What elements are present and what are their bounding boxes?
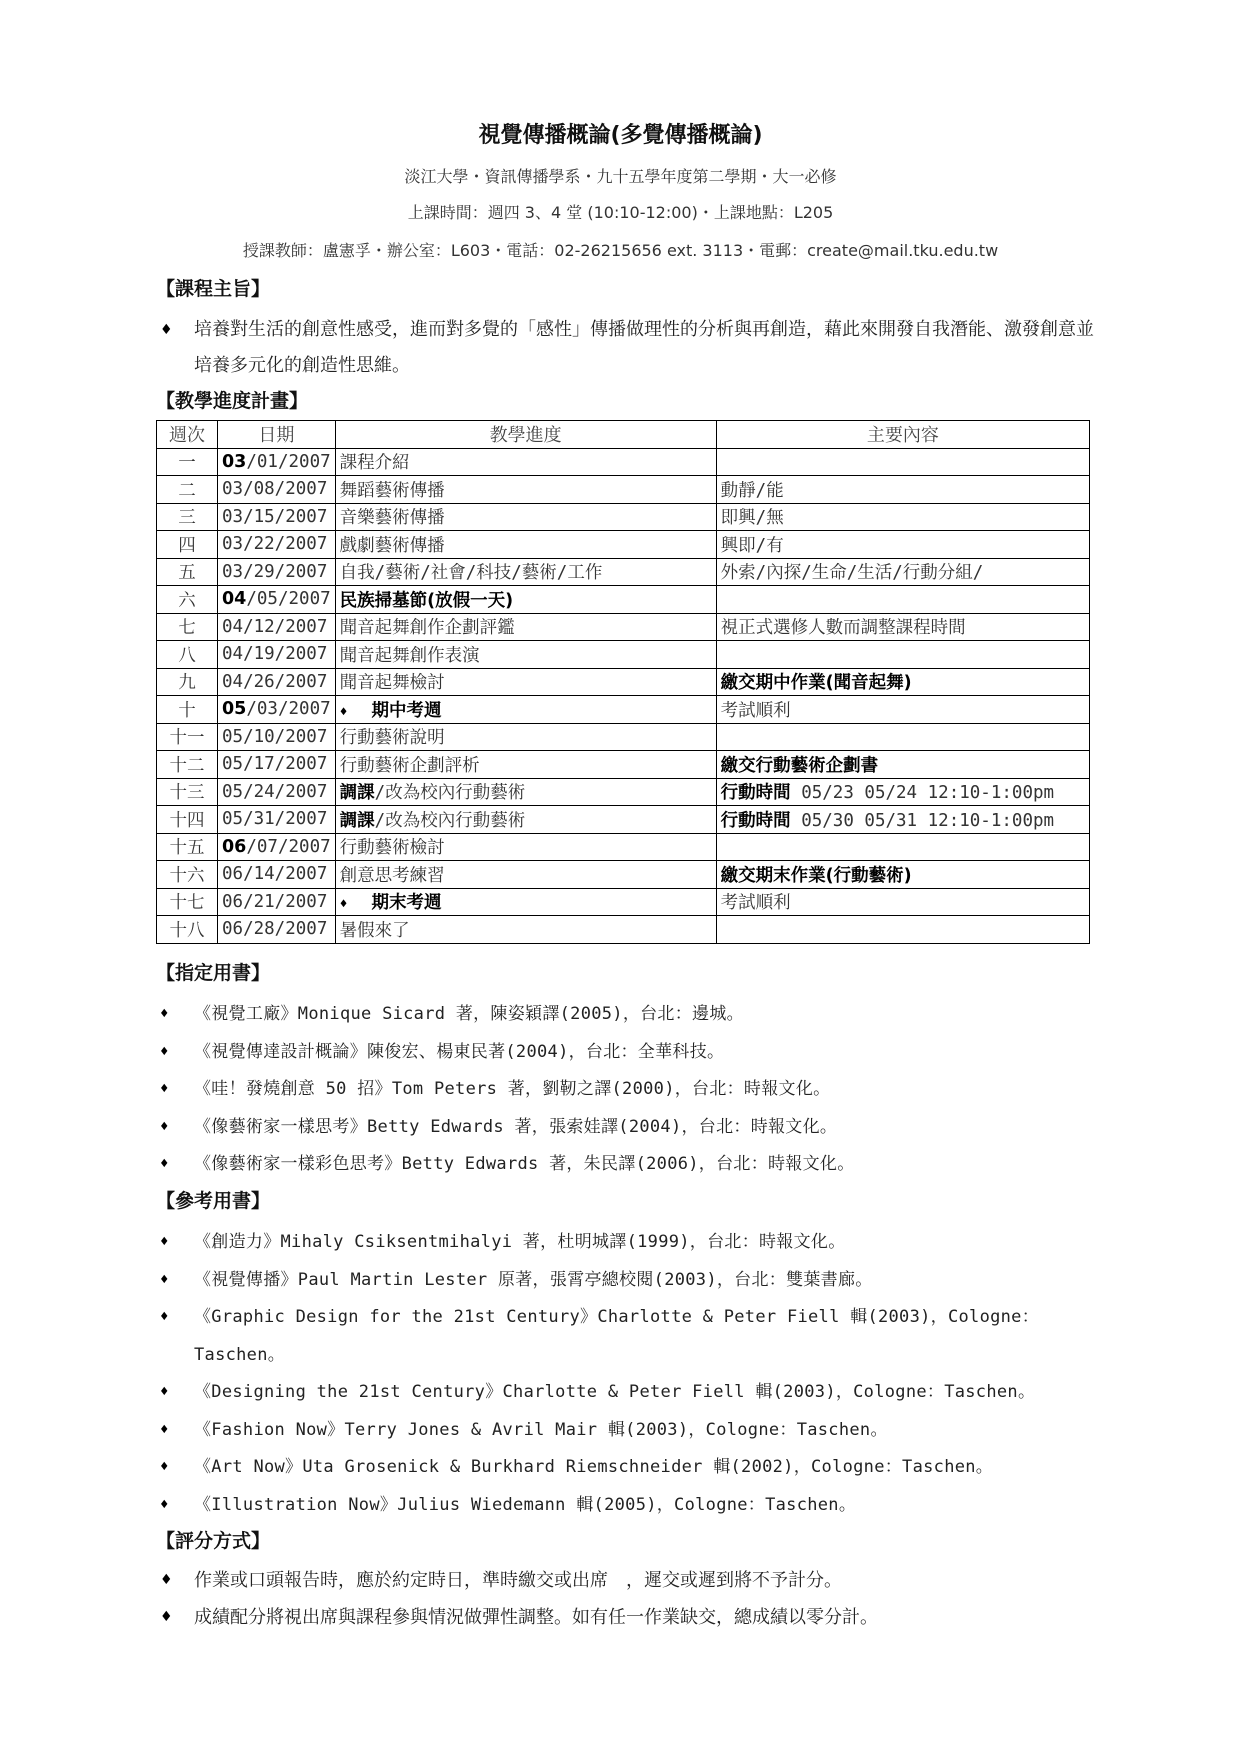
- progress-text: 戲劇藝術傳播: [339, 535, 445, 556]
- required-book-item-text: 《哇！發燒創意 50 招》Tom Peters 著，劉靭之譯(2000)，台北：時報文化。: [194, 1079, 831, 1099]
- date-text: 04/19/2007: [222, 644, 328, 665]
- progress-cell: [335, 806, 716, 834]
- column-header-week: 週次: [157, 421, 218, 449]
- content-cell: [716, 778, 1089, 806]
- progress-bold-text: 期末考週: [371, 893, 442, 914]
- reference-book-item-text: 《Fashion Now》Terry Jones & Avril Mair 輯(2003)，Cologne：Taschen。: [194, 1419, 888, 1440]
- content-bold-text: 行動時間: [720, 783, 791, 804]
- reference-book-item: [158, 1374, 1098, 1412]
- diamond-bullet-icon: ♦: [160, 322, 173, 338]
- progress-cell: [335, 558, 716, 586]
- reference-book-item: [158, 1224, 1098, 1262]
- content-text: 即興/無: [720, 508, 784, 529]
- progress-cell: [335, 861, 716, 889]
- section-heading-reference-books: 【參考用書】: [156, 1190, 271, 1212]
- date-text: 04/26/2007: [222, 671, 328, 692]
- section-heading-required-books: 【指定用書】: [156, 962, 271, 984]
- progress-cell: [335, 833, 716, 861]
- section-heading-schedule: 【教學進度計畫】: [156, 390, 309, 412]
- date-text: 03/29/2007: [222, 561, 328, 582]
- diamond-bullet-icon: ♦: [339, 704, 348, 720]
- progress-cell: [335, 641, 716, 669]
- content-bold-text: 繳交期中作業(聞音起舞): [720, 673, 912, 694]
- date-cell: [218, 613, 336, 641]
- content-text: 考試順利: [720, 893, 791, 914]
- diamond-bullet-icon: ♦: [160, 1421, 169, 1438]
- table-row: [157, 613, 1090, 641]
- content-cell: [716, 751, 1089, 779]
- progress-text: 行動藝術說明: [339, 728, 445, 749]
- content-cell: [716, 503, 1089, 531]
- table-row: [157, 586, 1090, 614]
- table-row: [157, 723, 1090, 751]
- diamond-bullet-icon: ♦: [160, 1271, 169, 1288]
- table-row: [157, 641, 1090, 669]
- date-text: 06/21/2007: [222, 891, 328, 912]
- date-cell: [218, 806, 336, 834]
- content-text: 動靜/能: [720, 480, 784, 501]
- content-bold-text: 繳交期末作業(行動藝術): [720, 865, 912, 886]
- purpose-list: [158, 312, 1098, 384]
- progress-text: 舞蹈藝術傳播: [339, 480, 445, 501]
- grading-list: [158, 1562, 1098, 1636]
- week-cell: 九: [157, 668, 218, 696]
- progress-cell: [335, 916, 716, 944]
- date-cell: [218, 586, 336, 614]
- content-cell: [716, 558, 1089, 586]
- reference-book-item-text: 《視覺傳播》Paul Martin Lester 原著，張霄亭總校閱(2003)，台北：雙葉書廊。: [194, 1269, 873, 1290]
- date-month-bold: 04: [222, 589, 247, 610]
- content-text: 05/23 05/24 12:10-1:00pm: [790, 783, 1055, 804]
- table-row: [157, 751, 1090, 779]
- schedule-table: [156, 420, 1090, 944]
- progress-bold-text: 民族掃墓節(放假一天): [339, 590, 514, 611]
- date-text: 04/12/2007: [222, 616, 328, 637]
- content-cell: [716, 613, 1089, 641]
- content-cell: [716, 806, 1089, 834]
- progress-cell: [335, 586, 716, 614]
- required-book-item-text: 《像藝術家一樣思考》Betty Edwards 著，張索娃譯(2004)，台北：時報文化。: [194, 1116, 838, 1137]
- course-info-line: 淡江大學・資訊傳播學系・九十五學年度第二學期・大一必修: [404, 167, 837, 186]
- table-row: [157, 503, 1090, 531]
- week-cell: 十四: [157, 806, 218, 834]
- content-cell: [716, 448, 1089, 476]
- content-cell: [716, 586, 1089, 614]
- date-text: 06/14/2007: [222, 864, 328, 885]
- progress-cell: [335, 613, 716, 641]
- diamond-bullet-icon: ♦: [160, 1309, 169, 1325]
- progress-bold-text: 調課: [339, 783, 375, 804]
- date-text: 03/08/2007: [222, 479, 328, 500]
- progress-cell: [335, 448, 716, 476]
- content-cell: [716, 476, 1089, 504]
- progress-text: 課程介紹: [339, 453, 410, 474]
- diamond-bullet-icon: ♦: [160, 1609, 173, 1625]
- progress-cell: [335, 751, 716, 779]
- content-text: 興即/有: [720, 535, 784, 556]
- progress-text: 聞音起舞創作表演: [339, 645, 480, 666]
- table-header-row: [157, 421, 1090, 449]
- week-cell: 四: [157, 531, 218, 559]
- date-text: 05/24/2007: [222, 781, 328, 802]
- table-row: [157, 531, 1090, 559]
- diamond-bullet-icon: ♦: [339, 897, 348, 913]
- date-text: /03/2007: [246, 699, 331, 720]
- table-row: [157, 696, 1090, 724]
- content-cell: [716, 833, 1089, 861]
- date-cell: [218, 503, 336, 531]
- document-title: 視覺傳播概論(多覺傳播概論): [478, 123, 763, 148]
- column-header-date: 日期: [218, 421, 336, 449]
- reference-book-item: [158, 1487, 1098, 1525]
- diamond-bullet-icon: ♦: [160, 1156, 169, 1172]
- date-cell: [218, 558, 336, 586]
- week-cell: 十五: [157, 833, 218, 861]
- reference-book-item-text: 《Designing the 21st Century》Charlotte & Peter Fiell 輯(2003)，Cologne：Taschen。: [194, 1382, 1036, 1402]
- week-cell: 二: [157, 476, 218, 504]
- progress-text: 創意思考練習: [339, 865, 445, 886]
- date-cell: [218, 448, 336, 476]
- progress-text: /改為校內行動藝術: [374, 783, 526, 804]
- date-text: /01/2007: [246, 451, 331, 472]
- reference-book-item: [158, 1299, 1098, 1374]
- diamond-bullet-icon: ♦: [160, 1384, 169, 1400]
- diamond-bullet-icon: ♦: [160, 1043, 169, 1060]
- date-cell: [218, 861, 336, 889]
- progress-cell: [335, 503, 716, 531]
- progress-text: 聞音起舞檢討: [339, 673, 445, 694]
- table-row: [157, 888, 1090, 916]
- content-text: 外索/內探/生命/生活/行動分組/: [720, 563, 984, 584]
- date-cell: [218, 833, 336, 861]
- purpose-text: 培養對生活的創意性感受，進而對多覺的「感性」傳播做理性的分析與再創造，藉此來開發自我潛能、激發創意並培養多元化的創造性思維。: [194, 319, 1094, 376]
- progress-bold-text: 期中考週: [371, 700, 442, 721]
- column-header-progress: 教學進度: [335, 421, 716, 449]
- date-text: 06/28/2007: [222, 919, 328, 940]
- table-row: [157, 558, 1090, 586]
- progress-text: 行動藝術企劃評析: [339, 755, 480, 776]
- date-cell: [218, 723, 336, 751]
- content-text: 05/30 05/31 12:10-1:00pm: [790, 810, 1055, 831]
- date-cell: [218, 476, 336, 504]
- progress-text: 聞音起舞創作企劃評鑑: [339, 618, 515, 639]
- table-row: [157, 916, 1090, 944]
- date-cell: [218, 668, 336, 696]
- section-heading-purpose: 【課程主旨】: [156, 278, 271, 300]
- section-heading-grading: 【評分方式】: [156, 1530, 271, 1552]
- required-book-item: [158, 1146, 1098, 1184]
- date-cell: [218, 751, 336, 779]
- progress-cell: [335, 668, 716, 696]
- content-cell: [716, 696, 1089, 724]
- week-cell: 十八: [157, 916, 218, 944]
- required-book-item: [158, 1109, 1098, 1147]
- date-text: 03/15/2007: [222, 506, 328, 527]
- progress-cell: [335, 476, 716, 504]
- instructor-line: 授課教師：盧憲孚・辦公室：L603・電話：02-26215656 ext. 3113・電郵：create@mail.tku.edu.tw: [242, 241, 999, 260]
- purpose-item: [158, 312, 1098, 384]
- date-cell: [218, 641, 336, 669]
- required-book-item: [158, 996, 1098, 1034]
- table-row: [157, 778, 1090, 806]
- table-row: [157, 476, 1090, 504]
- date-cell: [218, 531, 336, 559]
- content-bold-text: 行動時間: [720, 810, 791, 831]
- content-cell: [716, 723, 1089, 751]
- date-text: 03/22/2007: [222, 534, 328, 555]
- progress-cell: [335, 531, 716, 559]
- progress-text: 行動藝術檢討: [339, 838, 445, 859]
- week-cell: 十二: [157, 751, 218, 779]
- progress-text: 自我/藝術/社會/科技/藝術/工作: [339, 563, 603, 584]
- required-book-item: [158, 1071, 1098, 1109]
- class-time-line: 上課時間：週四 3、4 堂 (10:10-12:00)・上課地點：L205: [407, 203, 834, 222]
- content-cell: [716, 916, 1089, 944]
- reference-book-item-text: 《Graphic Design for the 21st Century》Charlotte & Peter Fiell 輯(2003)，Cologne：Taschen。: [194, 1307, 1040, 1365]
- date-cell: [218, 916, 336, 944]
- content-text: 視正式選修人數而調整課程時間: [720, 618, 966, 639]
- progress-cell: [335, 723, 716, 751]
- column-header-content: 主要內容: [716, 421, 1089, 449]
- week-cell: 三: [157, 503, 218, 531]
- content-cell: [716, 668, 1089, 696]
- content-cell: [716, 861, 1089, 889]
- content-text: 考試順利: [720, 700, 791, 721]
- week-cell: 五: [157, 558, 218, 586]
- content-cell: [716, 641, 1089, 669]
- progress-text: /改為校內行動藝術: [374, 810, 526, 831]
- content-cell: [716, 888, 1089, 916]
- date-text: 05/10/2007: [222, 726, 328, 747]
- progress-cell: [335, 888, 716, 916]
- date-cell: [218, 778, 336, 806]
- required-book-item-text: 《視覺工廠》Monique Sicard 著，陳姿穎譯(2005)，台北：邊城。: [194, 1004, 744, 1024]
- progress-text: 暑假來了: [339, 920, 410, 941]
- grading-item-text: 作業或口頭報告時，應於約定時日，準時繳交或出席 ，遲交或遲到將不予計分。: [194, 1570, 842, 1591]
- date-cell: [218, 888, 336, 916]
- grading-item-text: 成績配分將視出席與課程參與情況做彈性調整。如有任一作業缺交，總成績以零分計。: [194, 1607, 878, 1628]
- reference-book-item: [158, 1449, 1098, 1487]
- reference-book-item: [158, 1412, 1098, 1450]
- required-book-item-text: 《像藝術家一樣彩色思考》Betty Edwards 著，朱民譯(2006)，台北：時報文化。: [194, 1154, 855, 1174]
- required-books-list: [158, 996, 1098, 1184]
- reference-book-item-text: 《Illustration Now》Julius Wiedemann 輯(2005)，Cologne：Taschen。: [194, 1494, 857, 1515]
- required-book-item-text: 《視覺傳達設計概論》陳俊宏、楊東民著(2004)，台北：全華科技。: [194, 1041, 725, 1062]
- progress-cell: [335, 778, 716, 806]
- week-cell: 十六: [157, 861, 218, 889]
- progress-bold-text: 調課: [339, 810, 375, 831]
- diamond-bullet-icon: ♦: [160, 1572, 173, 1588]
- week-cell: 一: [157, 448, 218, 476]
- grading-item: [158, 1599, 1098, 1636]
- table-row: [157, 861, 1090, 889]
- content-bold-text: 繳交行動藝術企劃書: [720, 755, 879, 776]
- week-cell: 十七: [157, 888, 218, 916]
- table-row: [157, 806, 1090, 834]
- reference-book-item-text: 《Art Now》Uta Grosenick & Burkhard Riemschneider 輯(2002)，Cologne：Taschen。: [194, 1457, 994, 1477]
- required-book-item: [158, 1034, 1098, 1072]
- date-text: 05/17/2007: [222, 754, 328, 775]
- diamond-bullet-icon: ♦: [160, 1234, 169, 1250]
- week-cell: 十一: [157, 723, 218, 751]
- reference-book-item: [158, 1262, 1098, 1300]
- date-text: 05/31/2007: [222, 809, 328, 830]
- week-cell: 六: [157, 586, 218, 614]
- date-month-bold: 06: [222, 836, 247, 857]
- week-cell: 八: [157, 641, 218, 669]
- date-month-bold: 05: [222, 699, 247, 720]
- grading-item: [158, 1562, 1098, 1599]
- week-cell: 十三: [157, 778, 218, 806]
- week-cell: 十: [157, 696, 218, 724]
- table-row: [157, 448, 1090, 476]
- date-text: /07/2007: [246, 836, 331, 857]
- table-row: [157, 833, 1090, 861]
- reference-books-list: [158, 1224, 1098, 1524]
- reference-book-item-text: 《創造力》Mihaly Csiksentmihalyi 著，杜明城譯(1999)，台北：時報文化。: [194, 1232, 846, 1252]
- week-cell: 七: [157, 613, 218, 641]
- date-cell: [218, 696, 336, 724]
- content-cell: [716, 531, 1089, 559]
- diamond-bullet-icon: ♦: [160, 1081, 169, 1097]
- progress-cell: [335, 696, 716, 724]
- diamond-bullet-icon: ♦: [160, 1496, 169, 1513]
- progress-text: 音樂藝術傳播: [339, 508, 445, 529]
- diamond-bullet-icon: ♦: [160, 1118, 169, 1135]
- diamond-bullet-icon: ♦: [160, 1459, 169, 1475]
- diamond-bullet-icon: ♦: [160, 1006, 169, 1022]
- table-row: [157, 668, 1090, 696]
- date-text: /05/2007: [246, 589, 331, 610]
- date-month-bold: 03: [222, 451, 247, 472]
